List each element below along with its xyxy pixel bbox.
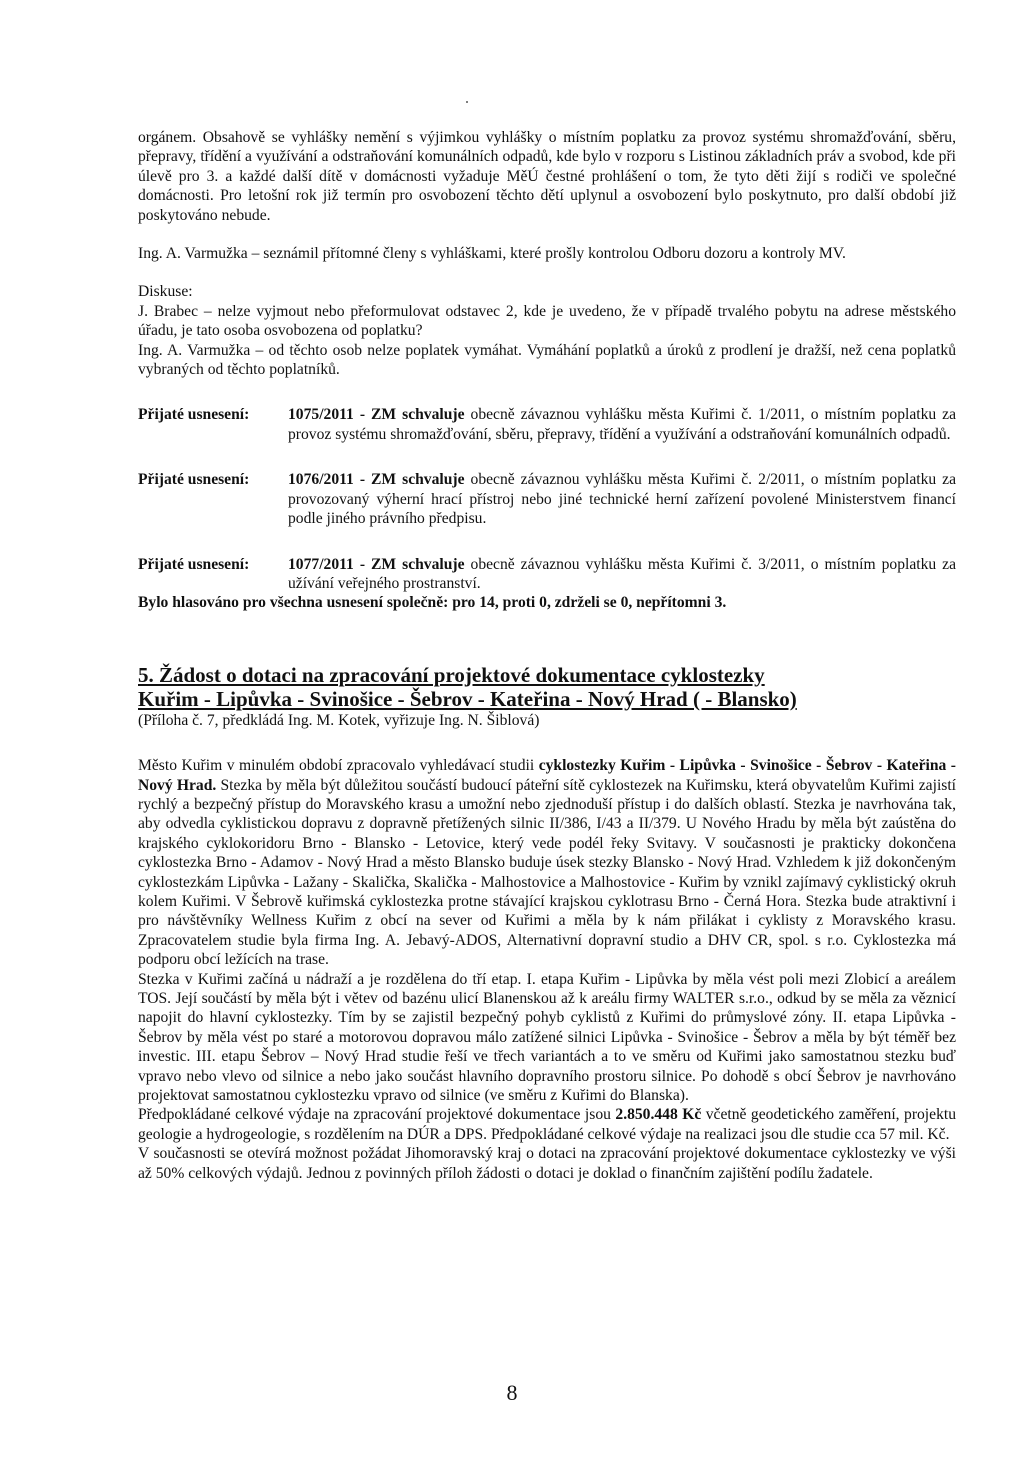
intro-paragraph: orgánem. Obsahově se vyhlášky nemění s výjimkou vyhlášky o místním poplatku za provoz systému shromažďování, sběru, přepravy, třídění a využívání a odstraňování komunálních odpadů, kde bylo v rozporu s Listinou základních práv a svobod, kde při úlevě pro 3. a každé další dítě v domácnosti vyžaduje MěÚ čestné prohlášení o tom, že tyto děti žijí s rodiči ve společné domácnosti. Pro letošní rok již termín pro osvobození těchto dětí uplynul a osvobození bylo poskytnuto, pro další období již poskytováno nebude.: [138, 129, 956, 224]
resolution-1076: [138, 470, 956, 528]
p3-text-cont: včetně geodetického zaměření, projektu geologie a hydrogeologie, s rozdělením na DÚR a DPS. Předpokládané celkové výdaje na realizaci jsou dle studie cca 57 mil. Kč.: [138, 1106, 956, 1143]
section-paragraph-4: V současnosti se otevírá možnost požádat Jihomoravský kraj o dotaci na zpracování projektové dokumentace cyklostezky ve výši až 50% celkových výdajů. Jednou z povinných příloh žádosti o dotaci je doklad o finančním zajištění podílu žadatele.: [138, 1145, 956, 1182]
resolution-body: obecně závaznou vyhlášku města Kuřimi č. 1/2011, o místním poplatku za provoz systému shromažďování, sběru, přepravy, třídění a využívání a odstraňování komunálních odpadů.: [288, 406, 957, 443]
section-heading-line2: Kuřim - Lipůvka - Svinošice - Šebrov - Kateřina - Nový Hrad ( - Blansko): [138, 686, 797, 711]
resolution-label: Přijaté usnesení:: [138, 471, 250, 489]
resolution-1075: [138, 405, 956, 444]
resolution-1077: [138, 555, 956, 594]
resolution-label: Přijaté usnesení:: [138, 406, 250, 424]
vote-result: Bylo hlasováno pro všechna usnesení společně: pro 14, proti 0, zdrželi se 0, nepřítomni 3.: [138, 594, 727, 612]
p3-amount: 2.850.448 Kč: [615, 1106, 702, 1124]
resolution-number: 1075/2011 - ZM schvaluje: [288, 406, 465, 424]
resolution-text: [288, 470, 956, 528]
section-paragraph-2: Stezka v Kuřimi začíná u nádraží a je rozdělena do tří etap. I. etapa Kuřim - Lipůvka by měla vést poli mezi Zlobicí a areálem TOS. Její součástí by měla být i větev od bazénu ulicí Blanenskou až k areálu firmy WALTER s.r.o., odkud by se měla za věznicí napojit do hlavní cyklostezky. Tím by se zajistil bezpečný pohyb cyklistů z Kuřimi do průmyslové zóny. II. etapa Lipůvka - Šebrov by měla vést po staré a motorovou dopravou málo zatížené silnici Lipůvka - Svinošice - Šebrov a měla by být téměř bez investic. III. etapu Šebrov – Nový Hrad studie řeší ve třech variantách a to ve směru od Kuřimi jako samostatnou stezku buď vpravo nebo vlevo od silnice a nebo jako součást hlavního dopravního prostoru silnice. Po dohodě s obcí Šebrov je navrhováno projektovat samostatnou cyklostezku vpravo od silnice (ve směru z Kuřimi do Blanska).: [138, 970, 956, 1105]
resolution-body: obecně závaznou vyhlášku města Kuřimi č. 3/2011, o místním poplatku za užívání veřejného prostranství.: [288, 555, 957, 592]
resolution-number: 1077/2011 - ZM schvaluje: [288, 555, 465, 573]
resolution-text: [288, 555, 956, 594]
section-heading-line1: 5. Žádost o dotaci na zpracování projektové dokumentace cyklostezky: [138, 662, 765, 687]
discussion-label: Diskuse:: [138, 283, 193, 301]
resolution-number: 1076/2011 - ZM schvaluje: [288, 471, 465, 489]
section-paragraph-1: [138, 756, 956, 969]
attachment-note: (Příloha č. 7, předkládá Ing. M. Kotek, vyřizuje Ing. N. Šiblová): [138, 711, 540, 729]
page-number: 8: [506, 1380, 518, 1405]
p3-text: Předpokládané celkové výdaje na zpracování projektové dokumentace jsou: [138, 1106, 616, 1124]
p1-text: Město Kuřim v minulém období zpracovalo vyhledávací studii: [138, 757, 539, 775]
scan-speck: [466, 101, 468, 103]
varmuzka-reply: Ing. A. Varmužka – od těchto osob nelze poplatek vymáhat. Vymáhání poplatků a úroků z prodlení je dražší, než cena poplatků vybraných od těchto poplatníků.: [138, 341, 956, 379]
p1-text-cont: Stezka by měla být důležitou součástí budoucí páteřní sítě cyklostezek na Kuřimsku, která obyvatelům Kuřimi zajistí rychlý a bezpečný přístup do Moravského krasu a umožní nebo zjednoduší přístup i do dalších oblastí. Stezka je navrhována tak, aby odvedla cyklistickou dopravu z dopravně přetížených silnic II/386, I/43 a II/379. U Nového Hradu by měla být zaústěna do krajského cyklokoridoru Brno - Blansko - Letovice, který vede podél řeky Svitavy. V současnosti je prakticky dokončena cyklostezka Brno - Adamov - Nový Hrad a město Blansko buduje úsek stezky Blansko - Nový Hrad. Vzhledem k již dokončeným cyklostezkám Lipůvka - Lažany - Skalička, Skalička - Malhostovice a Malhostovice - Kuřim by vznikl zajímavý cyklistický okruh kolem Kuřimi. V Šebrově kuřimská cyklostezka protne stávající krajskou cyklotrasu Brno - Černá Hora. Stezka bude atraktivní i pro návštěvníky Wellness Kuřim z obcí na sever od Kuřimi a měla by k nám přilákat i cyklisty z Moravského krasu. Zpracovatelem studie byla firma Ing. A. Jebavý-ADOS, Alternativní dopravní studio a DHV CR, spol. s r.o. Cyklostezka má podporu obcí ležících na trase.: [138, 776, 957, 969]
resolution-text: [288, 405, 956, 444]
resolution-label: Přijaté usnesení:: [138, 555, 250, 573]
varmuzka-statement: Ing. A. Varmužka – seznámil přítomné členy s vyhláškami, které prošly kontrolou Odboru dozoru a kontroly MV.: [138, 245, 846, 263]
brabec-statement: J. Brabec – nelze vyjmout nebo přeformulovat odstavec 2, kde je uvedeno, že v případě trvalého pobytu na adrese městského úřadu, je tato osoba osvobozena od poplatku?: [138, 302, 956, 340]
p1-bold: cyklostezky Kuřim - Lipůvka - Svinošice - Šebrov - Kateřina - Nový Hrad.: [138, 757, 956, 794]
section-paragraph-3: [138, 1105, 956, 1144]
document-page: [138, 128, 956, 1183]
resolution-body: obecně závaznou vyhlášku města Kuřimi č. 2/2011, o místním poplatku za provozovaný výherní hrací přístroj nebo jiné technické herní zařízení povolené Ministerstvem financí podle jiného právního předpisu.: [288, 471, 957, 528]
